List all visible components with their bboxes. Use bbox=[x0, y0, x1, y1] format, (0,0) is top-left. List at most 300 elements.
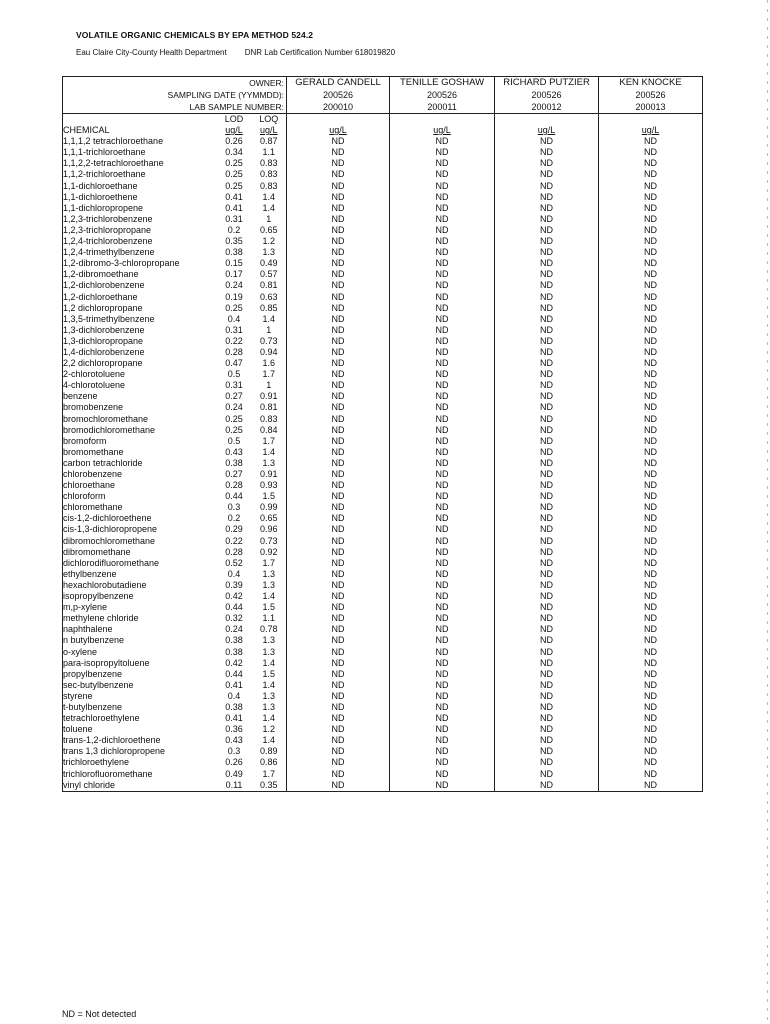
lod-value: 0.26 bbox=[225, 757, 243, 768]
result-value: ND bbox=[287, 247, 390, 258]
result-value: ND bbox=[390, 192, 495, 203]
result-value: ND bbox=[599, 524, 703, 535]
result-value: ND bbox=[599, 181, 703, 192]
table-row bbox=[63, 425, 703, 436]
result-value: ND bbox=[495, 402, 599, 413]
loq-value: 1.5 bbox=[252, 602, 287, 613]
lod-value: 0.42 bbox=[225, 657, 243, 668]
result-value: ND bbox=[599, 780, 703, 792]
result-value: ND bbox=[390, 236, 495, 247]
table-row bbox=[63, 602, 703, 613]
result-value: ND bbox=[599, 203, 703, 214]
table-row bbox=[63, 369, 703, 380]
result-value: ND bbox=[390, 613, 495, 624]
result-value: ND bbox=[599, 746, 703, 757]
result-unit: ug/L bbox=[495, 125, 599, 136]
result-value: ND bbox=[390, 480, 495, 491]
loq-value: 0.83 bbox=[252, 169, 287, 180]
result-value: ND bbox=[495, 635, 599, 646]
lod-value: 0.5 bbox=[227, 435, 241, 446]
table-row bbox=[63, 292, 703, 303]
result-value: ND bbox=[599, 214, 703, 225]
lod-value: 0.17 bbox=[225, 269, 243, 280]
result-value: ND bbox=[495, 502, 599, 513]
chemical-name: trichloroethylene bbox=[63, 757, 217, 768]
result-value: ND bbox=[495, 724, 599, 735]
result-value: ND bbox=[390, 258, 495, 269]
result-value: ND bbox=[390, 624, 495, 635]
table-row bbox=[63, 358, 703, 369]
sample-date: 200526 bbox=[390, 89, 495, 101]
result-value: ND bbox=[599, 680, 703, 691]
result-value: ND bbox=[599, 236, 703, 247]
result-value: ND bbox=[599, 480, 703, 491]
result-value: ND bbox=[287, 314, 390, 325]
result-value: ND bbox=[495, 680, 599, 691]
loq-value: 0.92 bbox=[252, 547, 287, 558]
chemical-header: CHEMICAL bbox=[63, 125, 217, 136]
chemical-name: isopropylbenzene bbox=[63, 591, 217, 602]
lod-value: 0.38 bbox=[225, 635, 243, 646]
result-value: ND bbox=[390, 358, 495, 369]
result-value: ND bbox=[599, 380, 703, 391]
result-value: ND bbox=[287, 647, 390, 658]
table-row bbox=[63, 635, 703, 646]
loq-value: 1.1 bbox=[252, 613, 287, 624]
table-row bbox=[63, 713, 703, 724]
lod-value: 0.36 bbox=[225, 724, 243, 735]
sampling-date-row bbox=[63, 89, 703, 101]
sample-lab-number: 200011 bbox=[390, 101, 495, 114]
table-row bbox=[63, 658, 703, 669]
sampling-date-label: SAMPLING DATE (YYMMDD): bbox=[63, 89, 287, 101]
result-value: ND bbox=[390, 769, 495, 780]
loq-value: 1 bbox=[252, 214, 287, 225]
chemical-name: 1,1,1-trichloroethane bbox=[63, 147, 217, 158]
table-row bbox=[63, 280, 703, 291]
result-value: ND bbox=[495, 536, 599, 547]
table-row bbox=[63, 436, 703, 447]
table-row bbox=[63, 536, 703, 547]
result-value: ND bbox=[599, 414, 703, 425]
result-value: ND bbox=[390, 158, 495, 169]
result-value: ND bbox=[390, 669, 495, 680]
result-value: ND bbox=[495, 147, 599, 158]
result-value: ND bbox=[495, 225, 599, 236]
table-row bbox=[63, 624, 703, 635]
result-value: ND bbox=[390, 524, 495, 535]
result-value: ND bbox=[287, 769, 390, 780]
result-value: ND bbox=[287, 214, 390, 225]
result-value: ND bbox=[495, 192, 599, 203]
lod-header: LOD bbox=[217, 114, 252, 126]
result-value: ND bbox=[390, 757, 495, 768]
result-value: ND bbox=[287, 536, 390, 547]
result-value: ND bbox=[495, 746, 599, 757]
chemical-name: 1,4-dichlorobenzene bbox=[63, 347, 217, 358]
result-value: ND bbox=[495, 269, 599, 280]
result-value: ND bbox=[599, 669, 703, 680]
result-value: ND bbox=[390, 214, 495, 225]
lod-value: 0.41 bbox=[225, 713, 243, 724]
result-value: ND bbox=[599, 147, 703, 158]
result-value: ND bbox=[495, 691, 599, 702]
loq-value: 0.83 bbox=[252, 414, 287, 425]
chemical-name: 1,3-dichlorobenzene bbox=[63, 325, 217, 336]
result-value: ND bbox=[599, 735, 703, 746]
result-value: ND bbox=[495, 558, 599, 569]
result-value: ND bbox=[390, 380, 495, 391]
result-value: ND bbox=[287, 680, 390, 691]
result-value: ND bbox=[287, 635, 390, 646]
sample-lab-number: 200012 bbox=[495, 101, 599, 114]
result-value: ND bbox=[599, 647, 703, 658]
lod-value: 0.2 bbox=[227, 224, 241, 235]
result-value: ND bbox=[287, 269, 390, 280]
result-value: ND bbox=[390, 402, 495, 413]
result-value: ND bbox=[495, 580, 599, 591]
result-value: ND bbox=[599, 713, 703, 724]
chemical-name: chlorobenzene bbox=[63, 469, 217, 480]
lod-value: 0.15 bbox=[225, 258, 243, 269]
result-value: ND bbox=[287, 558, 390, 569]
loq-value: 1.3 bbox=[252, 635, 287, 646]
result-value: ND bbox=[390, 436, 495, 447]
sample-owner: KEN KNOCKE bbox=[599, 77, 703, 90]
result-value: ND bbox=[287, 580, 390, 591]
table-row bbox=[63, 591, 703, 602]
table-row bbox=[63, 724, 703, 735]
loq-value: 1 bbox=[252, 380, 287, 391]
chemical-name: 2,2 dichloropropane bbox=[63, 358, 217, 369]
result-value: ND bbox=[495, 380, 599, 391]
table-row bbox=[63, 524, 703, 535]
table-row bbox=[63, 680, 703, 691]
result-value: ND bbox=[599, 325, 703, 336]
result-value: ND bbox=[390, 580, 495, 591]
loq-value: 0.91 bbox=[252, 469, 287, 480]
table-row bbox=[63, 458, 703, 469]
table-row bbox=[63, 757, 703, 768]
result-value: ND bbox=[599, 158, 703, 169]
result-value: ND bbox=[599, 624, 703, 635]
lod-value: 0.27 bbox=[225, 469, 243, 479]
result-value: ND bbox=[495, 624, 599, 635]
chemical-name: propylbenzene bbox=[63, 669, 217, 680]
lod-value: 0.28 bbox=[225, 546, 243, 557]
result-value: ND bbox=[495, 458, 599, 469]
result-value: ND bbox=[287, 391, 390, 402]
chemical-name: toluene bbox=[63, 724, 217, 735]
result-value: ND bbox=[287, 280, 390, 291]
result-value: ND bbox=[287, 757, 390, 768]
result-value: ND bbox=[390, 569, 495, 580]
result-value: ND bbox=[495, 480, 599, 491]
loq-value: 1 bbox=[252, 325, 287, 336]
loq-value: 1.3 bbox=[252, 702, 287, 713]
lod-value: 0.38 bbox=[225, 701, 243, 712]
result-value: ND bbox=[287, 669, 390, 680]
lod-value: 0.19 bbox=[225, 291, 243, 302]
result-value: ND bbox=[287, 735, 390, 746]
result-value: ND bbox=[495, 303, 599, 314]
result-value: ND bbox=[390, 181, 495, 192]
report-title: VOLATILE ORGANIC CHEMICALS BY EPA METHOD 524.2 bbox=[76, 30, 314, 40]
chemical-name: trichlorofluoromethane bbox=[63, 769, 217, 780]
chemical-name: m,p-xylene bbox=[63, 602, 217, 613]
table-row bbox=[63, 258, 703, 269]
result-value: ND bbox=[495, 247, 599, 258]
table-row bbox=[63, 414, 703, 425]
lod-value: 0.29 bbox=[225, 524, 243, 535]
table-row bbox=[63, 236, 703, 247]
result-unit: ug/L bbox=[390, 125, 495, 136]
result-value: ND bbox=[599, 280, 703, 291]
result-value: ND bbox=[495, 524, 599, 535]
result-value: ND bbox=[287, 336, 390, 347]
result-value: ND bbox=[287, 591, 390, 602]
result-value: ND bbox=[599, 458, 703, 469]
result-value: ND bbox=[287, 414, 390, 425]
owner-label: OWNER: bbox=[63, 77, 287, 90]
lod-value: 0.25 bbox=[225, 424, 243, 435]
loq-header: LOQ bbox=[252, 114, 287, 126]
chemical-name: 1,2-dichloroethane bbox=[63, 292, 217, 303]
result-value: ND bbox=[390, 414, 495, 425]
lod-value: 0.3 bbox=[227, 502, 241, 513]
lod-value: 0.44 bbox=[225, 602, 243, 613]
chemical-name: 1,1,2,2-tetrachloroethane bbox=[63, 158, 217, 169]
blank-cell bbox=[599, 114, 703, 126]
table-row bbox=[63, 391, 703, 402]
result-value: ND bbox=[599, 591, 703, 602]
result-value: ND bbox=[495, 325, 599, 336]
result-value: ND bbox=[390, 325, 495, 336]
result-value: ND bbox=[390, 303, 495, 314]
loq-value: 1.2 bbox=[252, 724, 287, 735]
result-value: ND bbox=[495, 569, 599, 580]
result-value: ND bbox=[287, 181, 390, 192]
result-value: ND bbox=[599, 724, 703, 735]
chemical-name: 1,2,3-trichlorobenzene bbox=[63, 214, 217, 225]
chemical-name: 1,1-dichloropropene bbox=[63, 203, 217, 214]
result-value: ND bbox=[390, 280, 495, 291]
chemical-name: ethylbenzene bbox=[63, 569, 217, 580]
loq-value: 0.94 bbox=[252, 347, 287, 358]
chemical-name: 1,1,2-trichloroethane bbox=[63, 169, 217, 180]
result-value: ND bbox=[495, 702, 599, 713]
result-value: ND bbox=[287, 513, 390, 524]
result-value: ND bbox=[287, 402, 390, 413]
loq-value: 1.4 bbox=[252, 203, 287, 214]
result-value: ND bbox=[495, 491, 599, 502]
result-value: ND bbox=[599, 702, 703, 713]
result-unit: ug/L bbox=[287, 125, 390, 136]
result-value: ND bbox=[287, 547, 390, 558]
chemical-name: 1,1,1,2 tetrachloroethane bbox=[63, 136, 217, 147]
result-value: ND bbox=[287, 658, 390, 669]
chemical-name: carbon tetrachloride bbox=[63, 458, 217, 469]
result-value: ND bbox=[599, 303, 703, 314]
chemical-name: styrene bbox=[63, 691, 217, 702]
lod-value: 0.44 bbox=[225, 491, 243, 502]
result-value: ND bbox=[390, 536, 495, 547]
table-row bbox=[63, 380, 703, 391]
lod-value: 0.25 bbox=[225, 413, 243, 424]
result-value: ND bbox=[495, 713, 599, 724]
lod-value: 0.31 bbox=[225, 380, 243, 391]
lod-value: 0.34 bbox=[225, 147, 243, 158]
lod-value: 0.41 bbox=[225, 202, 243, 213]
table-row bbox=[63, 181, 703, 192]
lod-value: 0.42 bbox=[225, 591, 243, 602]
blank-cell bbox=[495, 114, 599, 126]
sample-date: 200526 bbox=[287, 89, 390, 101]
table-row bbox=[63, 447, 703, 458]
chemical-name: dibromomethane bbox=[63, 547, 217, 558]
loq-value: 0.57 bbox=[252, 269, 287, 280]
result-value: ND bbox=[599, 536, 703, 547]
result-value: ND bbox=[287, 380, 390, 391]
lod-value: 0.49 bbox=[225, 768, 243, 779]
table-row bbox=[63, 513, 703, 524]
table-row bbox=[63, 247, 703, 258]
table-row bbox=[63, 769, 703, 780]
result-value: ND bbox=[287, 258, 390, 269]
result-value: ND bbox=[495, 591, 599, 602]
table-row bbox=[63, 192, 703, 203]
chemical-name: bromobenzene bbox=[63, 402, 217, 413]
result-unit: ug/L bbox=[599, 125, 703, 136]
lod-value: 0.27 bbox=[225, 391, 243, 402]
result-value: ND bbox=[390, 713, 495, 724]
lod-value: 0.28 bbox=[225, 346, 243, 357]
loq-value: 1.1 bbox=[252, 147, 287, 158]
chemical-name: dibromochloromethane bbox=[63, 536, 217, 547]
result-value: ND bbox=[495, 280, 599, 291]
chemical-name: 1,1-dichloroethene bbox=[63, 192, 217, 203]
loq-value: 1.7 bbox=[252, 369, 287, 380]
chemical-name: sec-butylbenzene bbox=[63, 680, 217, 691]
chemical-name: 1,2-dibromoethane bbox=[63, 269, 217, 280]
loq-value: 1.3 bbox=[252, 458, 287, 469]
loq-value: 0.86 bbox=[252, 757, 287, 768]
result-value: ND bbox=[599, 292, 703, 303]
lod-value: 0.32 bbox=[225, 613, 243, 624]
result-value: ND bbox=[599, 558, 703, 569]
result-value: ND bbox=[599, 169, 703, 180]
loq-value: 1.7 bbox=[252, 436, 287, 447]
result-value: ND bbox=[287, 613, 390, 624]
result-value: ND bbox=[287, 192, 390, 203]
loq-value: 0.84 bbox=[252, 425, 287, 436]
result-value: ND bbox=[287, 724, 390, 735]
result-value: ND bbox=[390, 491, 495, 502]
table-row bbox=[63, 691, 703, 702]
result-value: ND bbox=[390, 658, 495, 669]
result-value: ND bbox=[495, 735, 599, 746]
loq-value: 1.4 bbox=[252, 658, 287, 669]
loq-value: 0.78 bbox=[252, 624, 287, 635]
result-value: ND bbox=[287, 225, 390, 236]
result-value: ND bbox=[599, 757, 703, 768]
result-value: ND bbox=[287, 458, 390, 469]
result-value: ND bbox=[390, 724, 495, 735]
loq-value: 1.4 bbox=[252, 447, 287, 458]
result-value: ND bbox=[599, 136, 703, 147]
chemical-name: para-isopropyltoluene bbox=[63, 658, 217, 669]
result-value: ND bbox=[390, 425, 495, 436]
loq-value: 0.87 bbox=[252, 136, 287, 147]
result-value: ND bbox=[287, 447, 390, 458]
chemical-name: bromochloromethane bbox=[63, 414, 217, 425]
chemical-name: methylene chloride bbox=[63, 613, 217, 624]
result-value: ND bbox=[390, 203, 495, 214]
loq-value: 1.4 bbox=[252, 680, 287, 691]
table-row bbox=[63, 580, 703, 591]
chemical-name: chloroethane bbox=[63, 480, 217, 491]
loq-value: 1.4 bbox=[252, 314, 287, 325]
chemical-name: bromodichloromethane bbox=[63, 425, 217, 436]
lod-value: 0.4 bbox=[227, 690, 241, 701]
chemical-name: 1,3,5-trimethylbenzene bbox=[63, 314, 217, 325]
results-table bbox=[62, 76, 703, 792]
lod-value: 0.4 bbox=[227, 568, 241, 579]
loq-value: 0.81 bbox=[252, 402, 287, 413]
loq-value: 1.2 bbox=[252, 236, 287, 247]
result-value: ND bbox=[495, 358, 599, 369]
result-value: ND bbox=[287, 569, 390, 580]
result-value: ND bbox=[287, 713, 390, 724]
chemical-name: dichlorodifluoromethane bbox=[63, 558, 217, 569]
chemical-name: 1,1-dichloroethane bbox=[63, 181, 217, 192]
result-value: ND bbox=[599, 613, 703, 624]
table-row bbox=[63, 780, 703, 792]
lod-value: 0.26 bbox=[225, 136, 243, 147]
sample-lab-number: 200013 bbox=[599, 101, 703, 114]
result-value: ND bbox=[495, 447, 599, 458]
lab-number-row bbox=[63, 101, 703, 114]
lab-number-label: LAB SAMPLE NUMBER: bbox=[63, 101, 287, 114]
table-row bbox=[63, 558, 703, 569]
result-value: ND bbox=[599, 491, 703, 502]
result-value: ND bbox=[390, 547, 495, 558]
loq-value: 1.4 bbox=[252, 713, 287, 724]
result-value: ND bbox=[390, 746, 495, 757]
result-value: ND bbox=[495, 669, 599, 680]
lod-value: 0.4 bbox=[227, 313, 241, 324]
loq-value: 0.99 bbox=[252, 502, 287, 513]
result-value: ND bbox=[390, 347, 495, 358]
result-value: ND bbox=[495, 236, 599, 247]
table-row bbox=[63, 314, 703, 325]
result-value: ND bbox=[287, 425, 390, 436]
loq-value: 0.65 bbox=[252, 513, 287, 524]
table-row bbox=[63, 569, 703, 580]
result-value: ND bbox=[495, 136, 599, 147]
table-row bbox=[63, 203, 703, 214]
table-row bbox=[63, 225, 703, 236]
result-value: ND bbox=[495, 347, 599, 358]
chemical-name: cis-1,2-dichloroethene bbox=[63, 513, 217, 524]
lod-value: 0.24 bbox=[225, 280, 243, 291]
result-value: ND bbox=[495, 369, 599, 380]
loq-value: 0.83 bbox=[252, 181, 287, 192]
result-value: ND bbox=[495, 214, 599, 225]
loq-unit: ug/L bbox=[252, 125, 287, 136]
result-value: ND bbox=[599, 347, 703, 358]
lod-value: 0.25 bbox=[225, 169, 243, 180]
